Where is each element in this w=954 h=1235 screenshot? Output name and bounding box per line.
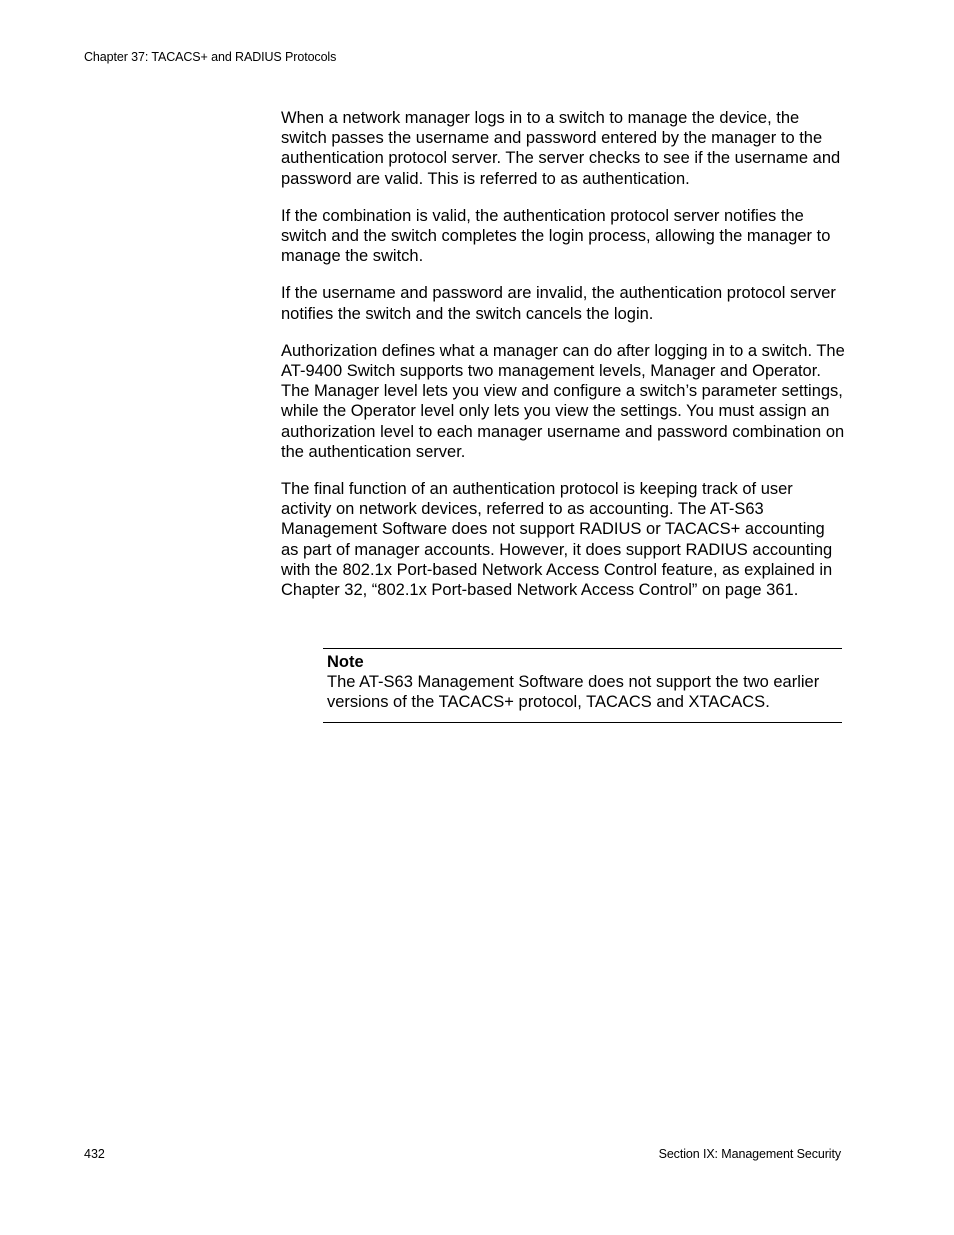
note-text: The AT-S63 Management Software does not support the two earlier versions of the TACACS+ protocol, TACACS and XTACACS.: [327, 673, 820, 712]
note-box: [323, 648, 842, 723]
paragraph-authentication: When a network manager logs in to a switch to manage the device, the switch passes the username and password entered by the manager to the authentication protocol server. The server checks to see if the username and password are valid. This is referred to as authentication.: [281, 109, 841, 188]
note-title: Note: [327, 653, 364, 671]
body-text: [281, 108, 846, 617]
paragraph-accounting: The final function of an authentication protocol is keeping track of user activity on network devices, referred to as accounting. The AT-S63 Management Software does not support RADIUS or TACACS+ accounting as part of manager accounts. However, it does support RADIUS accounting with the 802.1x Port-based Network Access Control feature, as explained in Chapter 32, “802.1x Port-based Network Access Control” on page 361.: [281, 480, 833, 600]
running-header: Chapter 37: TACACS+ and RADIUS Protocols: [84, 50, 337, 64]
paragraph-authorization: Authorization defines what a manager can do after logging in to a switch. The AT-9400 Switch supports two management levels, Manager and Operator. The Manager level lets you view and configure a switch’s parameter settings, while the Operator level only lets you view the settings. You must assign an authorization level to each manager username and password combination on the authentication server.: [281, 341, 845, 461]
page-number: 432: [84, 1147, 105, 1161]
paragraph-valid-login: If the combination is valid, the authentication protocol server notifies the switch and the switch completes the login process, allowing the manager to manage the switch.: [281, 206, 831, 266]
paragraph-invalid-login: If the username and password are invalid, the authentication protocol server notifies the switch and the switch cancels the login.: [281, 284, 836, 323]
footer-section: Section IX: Management Security: [658, 1147, 841, 1161]
